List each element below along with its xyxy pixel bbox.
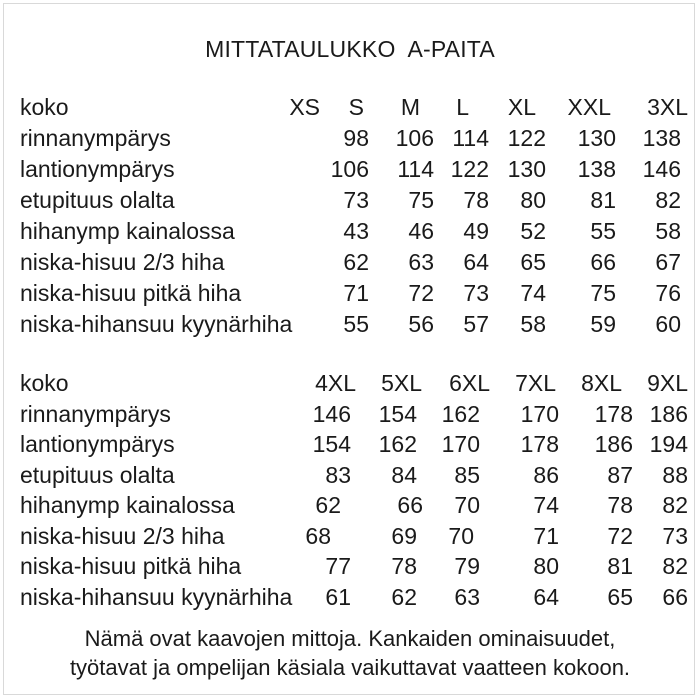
header-row [0,368,700,398]
table-cell: 85 [454,461,480,488]
table-row [0,123,700,153]
table-cell: 46 [408,218,434,244]
page-title: MITTATAULUKKO A-PAITA [205,36,495,62]
table-row [0,551,700,581]
size-header-3xl: 3XL [647,94,688,120]
row-label: niska-hihansuu kyynärhiha [20,583,293,610]
note-line-1: Nämä ovat kaavojen mittoja. Kankaiden ominaisuudet, [84,626,616,651]
size-header-7xl: 7XL [515,370,556,396]
table-cell: 74 [520,280,546,306]
table-cell: 65 [520,249,546,275]
table-cell: 69 [391,522,417,549]
table-cell: 64 [463,249,489,275]
table-cell: 72 [607,522,633,549]
size-header-l: L [456,94,469,120]
table-cell: 83 [325,461,351,488]
size-header-s: S [348,94,364,120]
table-cell: 86 [533,461,559,488]
table-cell: 73 [343,187,369,213]
table-cell: 76 [655,280,681,306]
table-cell: 56 [408,311,434,337]
size-header-9xl: 9XL [647,370,688,396]
table-cell: 52 [520,218,546,244]
size-header-xl: XL [507,94,536,120]
table-cell: 70 [448,522,474,549]
table-cell: 62 [343,249,369,275]
header-label: koko [20,370,69,396]
table-row [0,429,700,459]
table-cell: 55 [590,218,616,244]
table-cell: 60 [655,311,681,337]
row-label: hihanymp kainalossa [20,218,235,244]
table-cell: 72 [408,280,434,306]
header-label: koko [20,94,69,120]
table-cell: 55 [343,311,369,337]
table-cell: 43 [343,218,369,244]
table-row [0,582,700,612]
table-cell: 178 [520,431,559,457]
table-cell: 88 [662,461,688,488]
table-cell: 82 [655,187,681,213]
table-row [0,185,700,215]
table-row [0,460,700,490]
table-cell: 64 [533,583,559,610]
table-cell: 170 [520,400,559,427]
table-cell: 58 [520,311,546,337]
table-cell: 78 [391,553,417,579]
table-cell: 77 [325,553,351,579]
table-cell: 98 [343,125,369,151]
table-cell: 66 [662,583,688,610]
size-header-m: M [400,94,420,120]
table-cell: 61 [325,583,351,610]
table-cell: 63 [454,583,480,610]
table-cell: 106 [330,156,369,182]
table-cell: 194 [649,431,688,457]
table-cell: 65 [607,583,633,610]
table-cell: 75 [408,187,434,213]
size-header-5xl: 5XL [381,370,422,396]
note-line-2: työtavat ja ompelijan käsiala vaikuttavat vaatteen kokoon. [69,655,631,680]
table-row [0,278,700,308]
table-cell: 66 [590,249,616,275]
header-row [0,92,700,122]
table-cell: 146 [312,400,351,427]
table-cell: 78 [463,187,489,213]
table-cell: 66 [397,492,423,518]
table-cell: 122 [450,156,489,182]
table-cell: 74 [533,492,559,518]
table-cell: 114 [397,156,434,182]
table-cell: 186 [594,431,633,457]
table-cell: 81 [590,187,616,213]
table-cell: 81 [607,553,633,579]
size-header-8xl: 8XL [581,370,622,396]
table-row [0,309,700,339]
size-header-6xl: 6XL [449,370,490,396]
table-cell: 71 [533,522,559,549]
table-cell: 154 [378,400,417,427]
row-label: lantionympärys [20,431,175,457]
row-label: rinnanympärys [20,125,171,151]
table-cell: 68 [305,522,331,549]
table-row [0,521,700,551]
table-cell: 63 [408,249,434,275]
table-cell: 146 [642,156,681,182]
table-cell: 178 [594,400,633,427]
table-row [0,247,700,277]
row-label: lantionympärys [20,156,175,182]
table-cell: 78 [607,492,633,518]
table-cell: 49 [463,218,489,244]
table-cell: 58 [655,218,681,244]
table-row [0,154,700,184]
table-cell: 82 [662,553,688,579]
row-label: hihanymp kainalossa [20,492,235,518]
table-row [0,399,700,429]
table-cell: 162 [441,400,480,427]
size-header-4xl: 4XL [315,370,356,396]
table-cell: 82 [662,492,688,518]
table-cell: 138 [577,156,616,182]
table-cell: 87 [607,461,633,488]
row-label: niska-hihansuu kyynärhiha [20,311,293,337]
size-header-xs: XS [289,94,320,120]
size-header-xxl: XXL [567,94,611,120]
table-cell: 138 [642,125,681,151]
table-cell: 59 [590,311,616,337]
table-cell: 79 [454,553,480,579]
row-label: etupituus olalta [20,187,175,213]
table-cell: 70 [454,492,480,518]
table-cell: 73 [463,280,489,306]
row-label: rinnanympärys [20,400,171,427]
table-cell: 67 [655,249,681,275]
table-cell: 186 [649,400,688,427]
row-label: niska-hisuu pitkä hiha [20,280,242,306]
table-cell: 84 [391,461,417,488]
table-cell: 80 [533,553,559,579]
row-label: niska-hisuu 2/3 hiha [20,522,225,549]
table-cell: 106 [395,125,434,151]
table-cell: 162 [378,431,417,457]
row-label: niska-hisuu pitkä hiha [20,553,242,579]
table-cell: 57 [463,311,489,337]
row-label: etupituus olalta [20,461,175,488]
table-cell: 71 [343,280,369,306]
table-cell: 170 [441,431,480,457]
table-cell: 62 [391,583,417,610]
table-row [0,216,700,246]
table-cell: 122 [507,125,546,151]
table-cell: 75 [590,280,616,306]
table-row [0,490,700,520]
table-cell: 154 [312,431,351,457]
table-cell: 80 [520,187,546,213]
row-label: niska-hisuu 2/3 hiha [20,249,225,275]
table-cell: 130 [577,125,616,151]
table-cell: 114 [452,125,489,151]
table-cell: 62 [315,492,341,518]
table-cell: 130 [507,156,546,182]
table-cell: 73 [662,522,688,549]
